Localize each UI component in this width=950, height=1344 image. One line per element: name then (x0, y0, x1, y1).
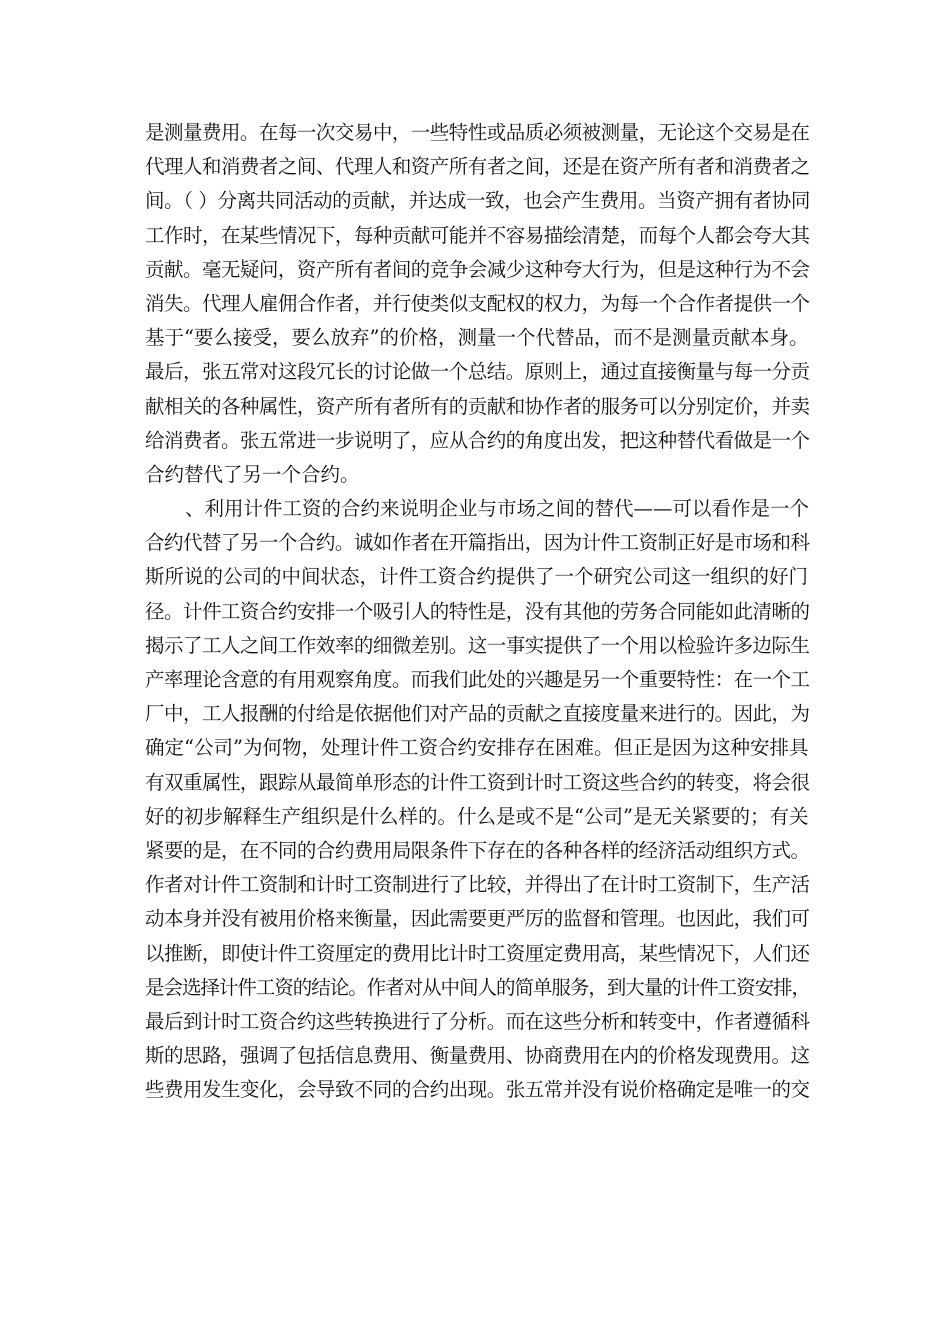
text-line: 最后到计时工资合约这些转换进行了分析。而在这些分析和转变中，作者遵循科 (145, 1009, 810, 1033)
text-line: 最后，张五常对这段冗长的讨论做一个总结。原则上，通过直接衡量与每一分贡 (145, 360, 810, 384)
text-line: 确定“公司”为何物，处理计件工资合约安排存在困难。但正是因为这种安排具 (145, 736, 809, 760)
text-line: 间。（ ）分离共同活动的贡献，并达成一致，也会产生费用。当资产拥有者协同 (145, 189, 810, 213)
text-line: 厂中，工人报酬的付给是依据他们对产品的贡献之直接度量来进行的。因此，为 (145, 702, 810, 726)
text-line: 基于“要么接受，要么放弃”的价格，测量一个代替品，而不是测量贡献本身。 (145, 326, 809, 350)
text-line: 径。计件工资合约安排一个吸引人的特性是，没有其他的劳务合同能如此清晰的 (145, 599, 810, 623)
text-line: 好的初步解释生产组织是什么样的。什么是或不是“公司”是无关紧要的；有关 (145, 804, 809, 828)
text-line: 斯所说的公司的中间状态，计件工资合约提供了一个研究公司这一组织的好门 (145, 565, 809, 589)
text-line: 代理人和消费者之间、代理人和资产所有者之间，还是在资产所有者和消费者之 (145, 155, 810, 179)
text-line: 斯的思路，强调了包括信息费用、衡量费用、协商费用在内的价格发现费用。这 (145, 1044, 810, 1068)
text-line: 揭示了工人之间工作效率的细微差别。这一事实提供了一个用以检验许多边际生 (145, 633, 810, 657)
text-line: 紧要的是，在不同的合约费用局限条件下存在的各种各样的经济活动组织方式。 (145, 838, 810, 862)
text-line: 产率理论含意的有用观察角度。而我们此处的兴趣是另一个重要特性：在一个工 (145, 668, 810, 691)
text-line: 些费用发生变化，会导致不同的合约出现。张五常并没有说价格确定是唯一的交 (145, 1078, 810, 1102)
text-line: 作者对计件工资制和计时工资制进行了比较，并得出了在计时工资制下，生产活 (145, 873, 810, 897)
text-line: 有双重属性，跟踪从最简单形态的计件工资到计时工资这些合约的转变，将会很 (145, 770, 810, 794)
body-text (145, 116, 810, 1107)
text-line: 合约替代了另一个合约。 (145, 462, 360, 486)
text-line: 献相关的各种属性，资产所有者所有的贡献和协作者的服务可以分别定价，并卖 (145, 394, 810, 418)
text-line: 是测量费用。在每一次交易中，一些特性或品质必须被测量，无论这个交易是在 (145, 121, 810, 144)
text-line: 工作时，在某些情况下，每种贡献可能并不容易描绘清楚，而每个人都会夸大其 (145, 223, 810, 247)
text-line: 消失。代理人雇佣合作者，并行使类似支配权的权力，为每一个合作者提供一个 (145, 291, 810, 315)
text-line: 是会选择计件工资的结论。作者对从中间人的简单服务，到大量的计件工资安排， (145, 975, 810, 999)
text-line: 、利用计件工资的合约来说明企业与市场之间的替代——可以看作是一个 (185, 497, 810, 521)
text-line: 动本身并没有被用价格来衡量，因此需要更严厉的监督和管理。也因此，我们可 (145, 907, 810, 931)
text-line: 给消费者。张五常进一步说明了，应从合约的角度出发，把这种替代看做是一个 (145, 428, 810, 452)
text-line: 以推断，即使计件工资厘定的费用比计时工资厘定费用高，某些情况下，人们还 (145, 941, 810, 965)
text-line: 贡献。毫无疑问，资产所有者间的竞争会减少这种夸大行为，但是这种行为不会 (145, 257, 810, 281)
text-line: 合约代替了另一个合约。诚如作者在开篇指出，因为计件工资制正好是市场和科 (145, 531, 810, 555)
